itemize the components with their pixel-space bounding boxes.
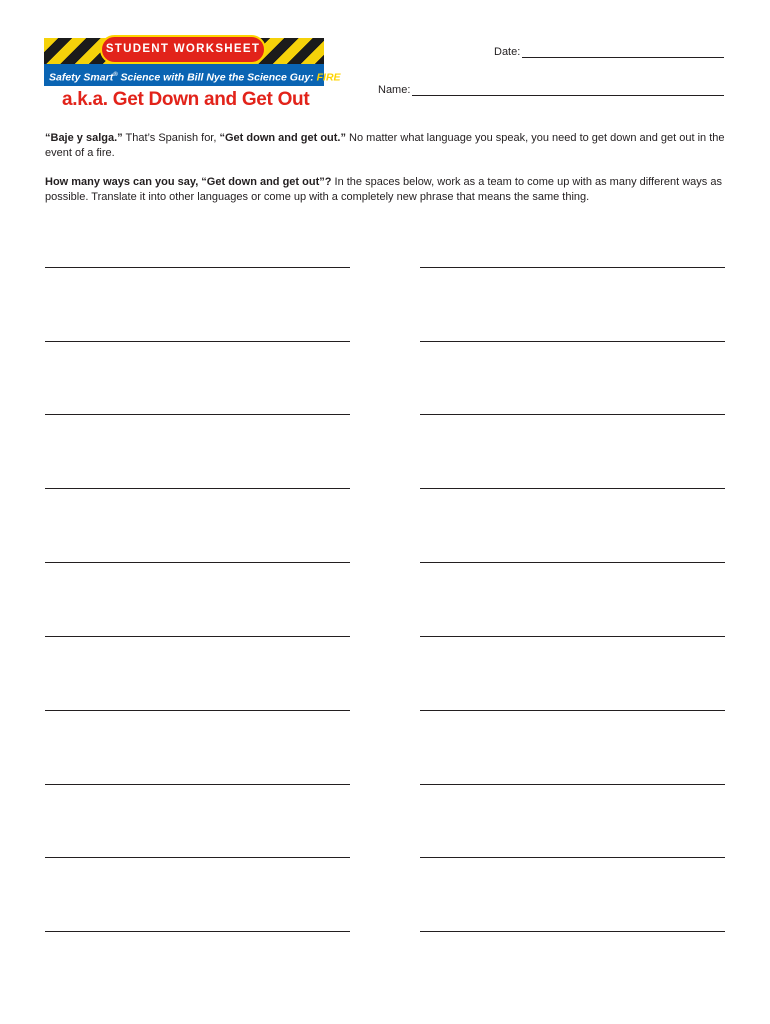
answer-line[interactable] (420, 857, 725, 858)
series-science: Science (117, 71, 164, 84)
answer-line[interactable] (45, 857, 350, 858)
answer-line[interactable] (45, 488, 350, 489)
intro-text-1: That’s Spanish for, (122, 132, 220, 144)
answer-line[interactable] (45, 931, 350, 932)
worksheet-banner (44, 38, 341, 88)
instructions-paragraph (45, 175, 725, 205)
answer-line[interactable] (420, 931, 725, 932)
intro-bold-phrase: “Baje y salga.” (45, 132, 123, 144)
intro-paragraph (45, 131, 725, 161)
answer-line[interactable] (45, 267, 350, 268)
answer-line[interactable] (420, 341, 725, 342)
answer-line[interactable] (45, 636, 350, 637)
answer-line[interactable] (420, 488, 725, 489)
instructions-text: In the spaces below, work as a team to come up with as many different ways as possible. Translate it into other languages or come up with a completely new phrase that means the same thing. (45, 176, 722, 203)
answer-line[interactable] (420, 414, 725, 415)
page-title: a.k.a. Get Down and Get Out (62, 89, 310, 110)
answer-line[interactable] (45, 784, 350, 785)
series-host: Bill Nye the Science Guy: (184, 71, 317, 84)
series-topic: FIRE (316, 71, 341, 84)
answer-line[interactable] (420, 267, 725, 268)
name-field[interactable] (378, 83, 724, 96)
answer-line[interactable] (420, 710, 725, 711)
date-field[interactable] (494, 45, 724, 58)
date-input-line[interactable] (522, 45, 724, 58)
answer-line[interactable] (420, 636, 725, 637)
series-subtitle (44, 64, 341, 86)
instructions-question: How many ways can you say, “Get down and get out”? (45, 176, 332, 188)
intro-bold-translation: “Get down and get out.” (219, 132, 346, 144)
answer-line[interactable] (45, 710, 350, 711)
answer-line[interactable] (45, 341, 350, 342)
intro-text-2: No matter what language you speak, you need to get down and get out in the event of a fire. (45, 132, 725, 159)
registered-mark: ® (113, 72, 118, 78)
answer-line[interactable] (420, 784, 725, 785)
series-prefix: Safety Smart (49, 71, 114, 84)
answer-line[interactable] (45, 414, 350, 415)
answer-line[interactable] (45, 562, 350, 563)
name-label: Name: (378, 84, 411, 96)
answer-line[interactable] (420, 562, 725, 563)
series-with: with (163, 71, 185, 84)
date-label: Date: (494, 46, 521, 58)
name-input-line[interactable] (412, 83, 724, 96)
student-worksheet-badge: STUDENT WORKSHEET (100, 35, 266, 64)
